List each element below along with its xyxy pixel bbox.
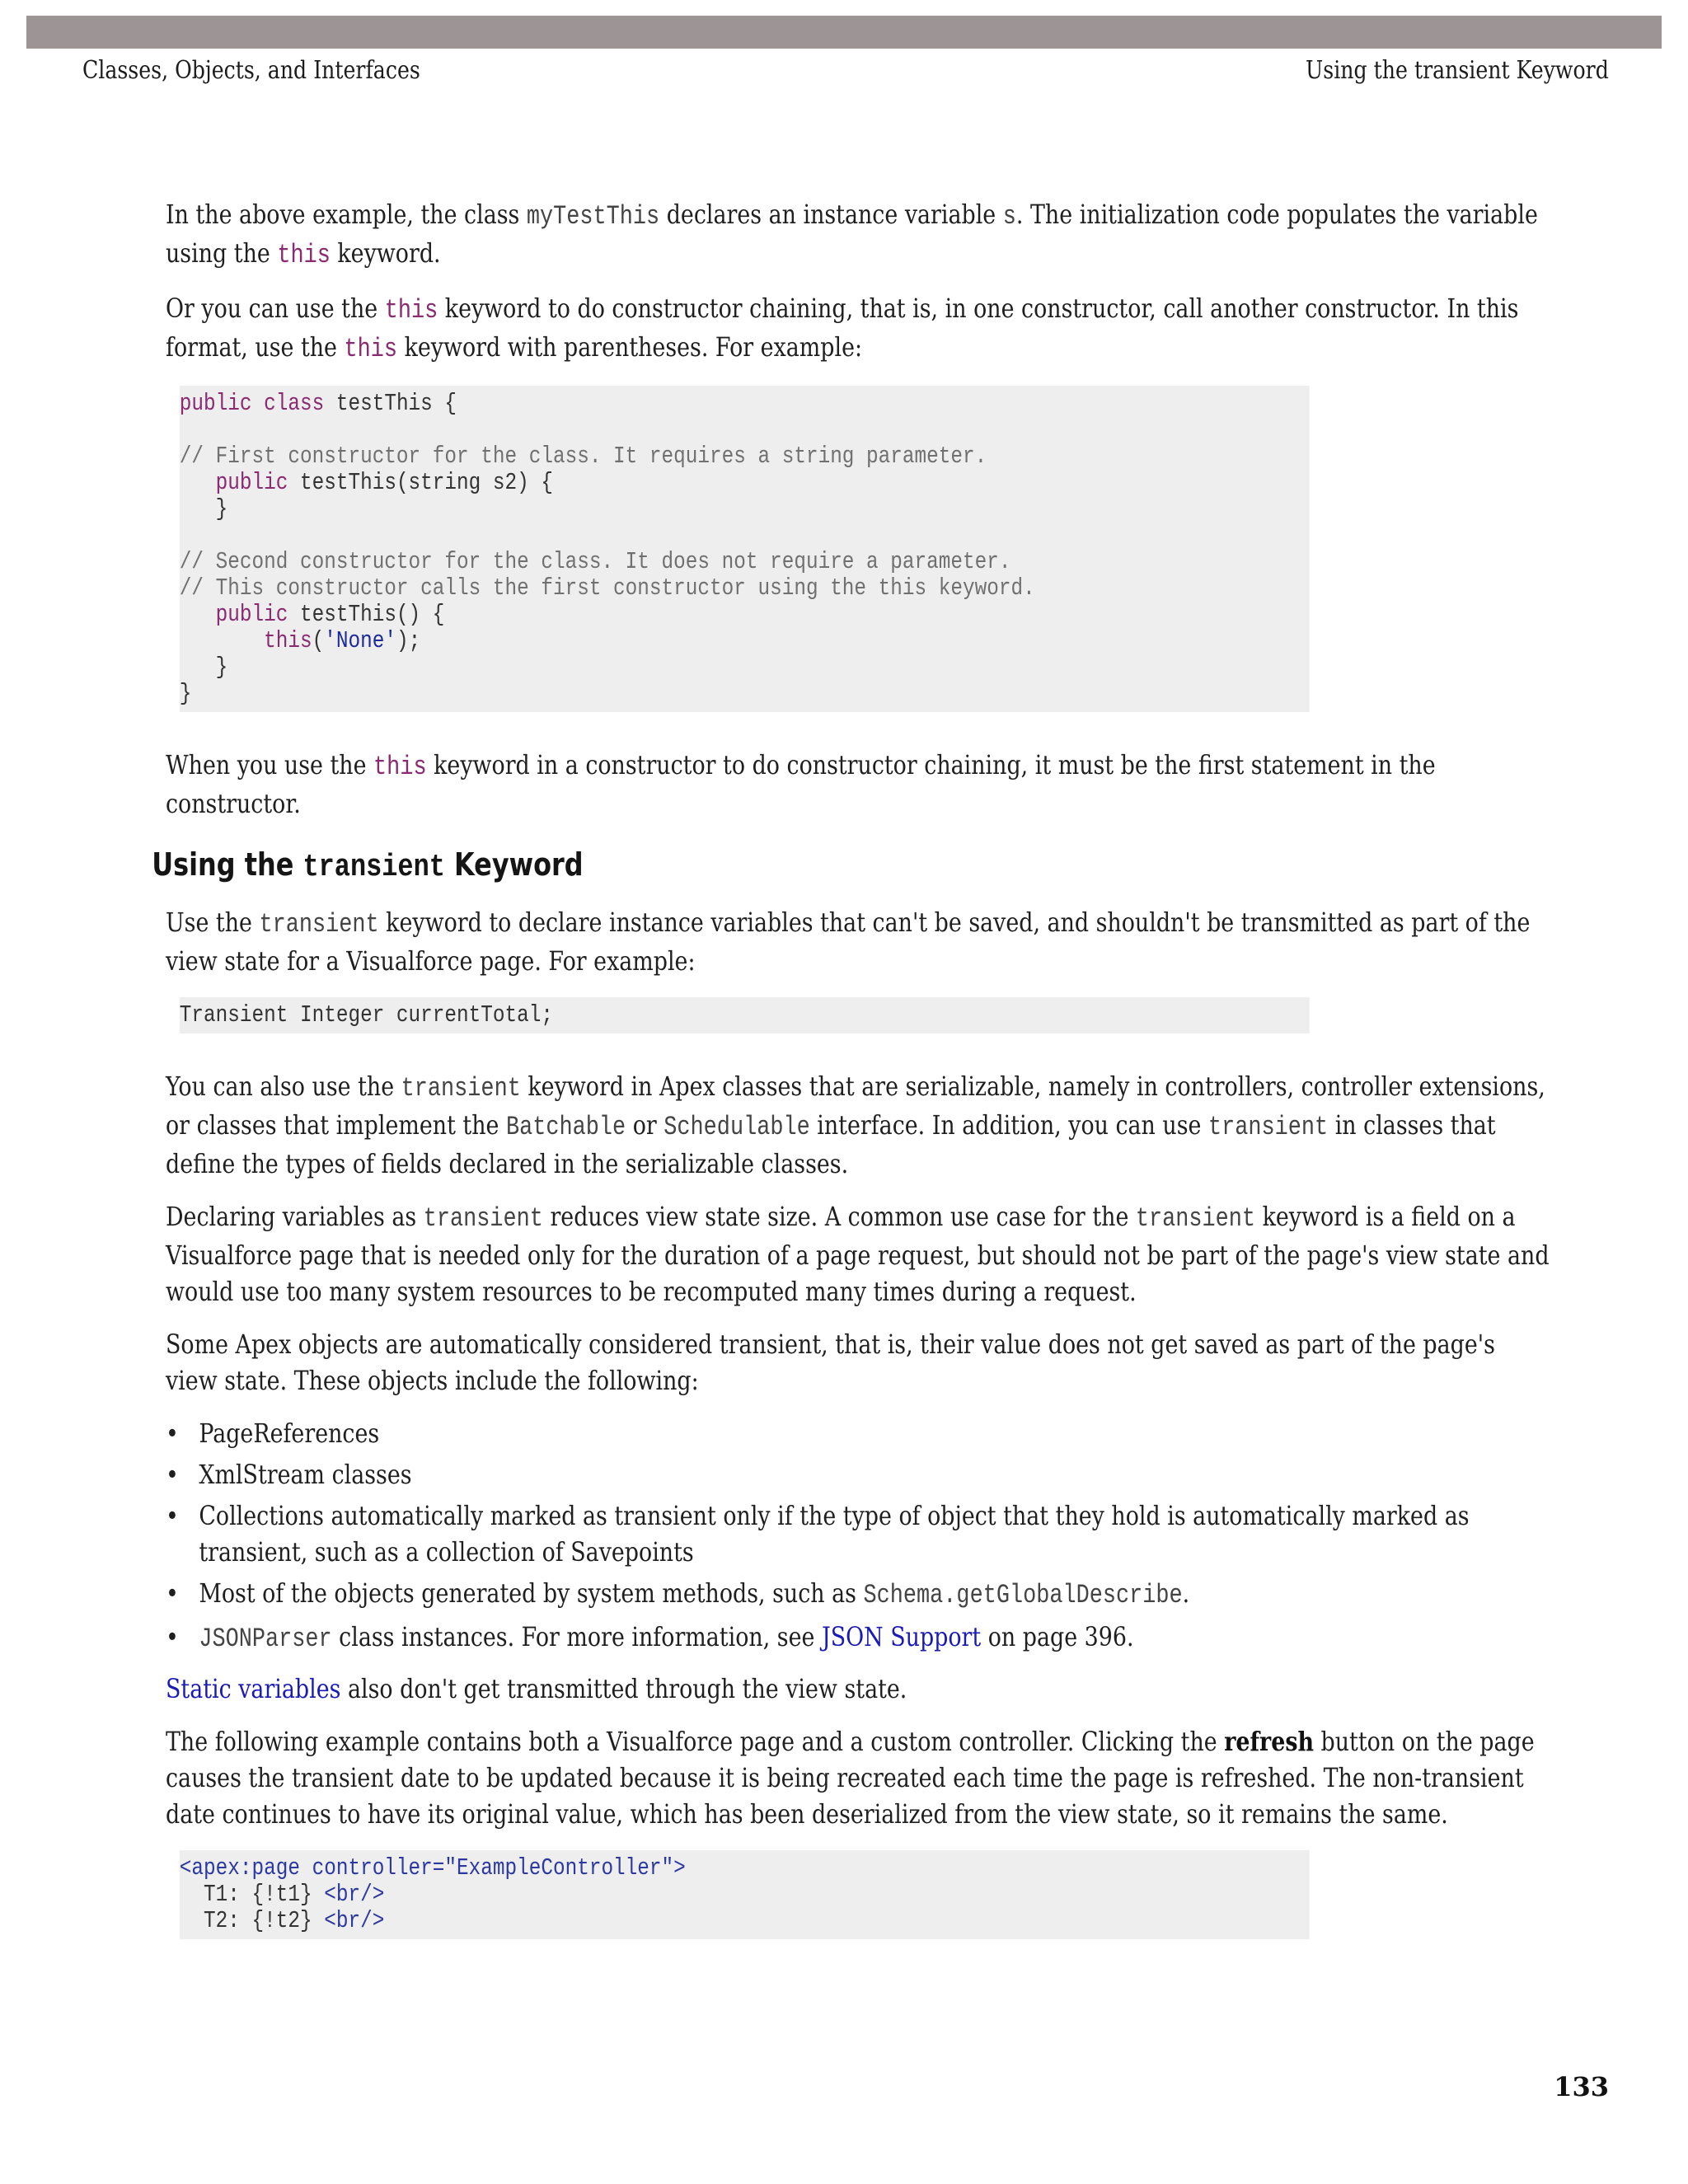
bullet-marker: •	[166, 1418, 179, 1449]
list-item: • Collections automatically marked as transient only if the type of object that they hold is automatically marked as transient, such as a collection of Savepoints	[166, 1497, 1550, 1570]
json-support-link[interactable]: JSON Support	[821, 1621, 982, 1652]
running-header-chapter: Classes, Objects, and Interfaces	[82, 56, 420, 85]
list-item: • XmlStream classes	[166, 1456, 1550, 1493]
bullet-marker: •	[166, 1459, 179, 1490]
list-item: • Most of the objects generated by system methods, such as Schema.getGlobalDescribe.	[166, 1575, 1550, 1614]
paragraph-auto-transient: Some Apex objects are automatically considered transient, that is, their value does not get saved as part of the page's view state. These objects include the following:	[166, 1329, 1495, 1396]
paragraph-example-intro: The following example contains both a Visualforce page and a custom controller. Clicking the refresh button on the page causes the transient date to be updated because it is being recreated each time the page is refreshed. The non-transient date continues to have its original value, which has been deserialized from the view state, so it remains the same.	[166, 1726, 1535, 1830]
inline-keyword: this	[277, 240, 331, 270]
running-header-section: Using the transient Keyword	[1306, 56, 1609, 85]
inline-code: Schema.getGlobalDescribe	[863, 1580, 1183, 1610]
paragraph-static-variables: Static variables also don't get transmitted through the view state.	[166, 1673, 907, 1704]
paragraph-view-state: Declaring variables as transient reduces view state size. A common use case for the transient keyword is a field on a Visualforce page that is needed only for the duration of a page request, but should not be part of the page's view state and would use too many system resources to be recomputed many times during a request.	[166, 1201, 1550, 1307]
paragraph-intro: In the above example, the class myTestThis declares an instance variable s. The initialization code populates the variable using the this keyword.	[166, 199, 1538, 270]
paragraph-chaining: Or you can use the this keyword to do constructor chaining, that is, in one constructor, call another constructor. In this format, use the this keyword with parentheses. For example:	[166, 293, 1519, 364]
code-block-visualforce: <apex:page controller="ExampleController"> T1: {!t1} <br/> T2: {!t2} <br/>	[180, 1850, 1310, 1939]
inline-code: s	[1002, 201, 1016, 232]
paragraph-serializable: You can also use the transient keyword in Apex classes that are serializable, namely in controllers, controller extensions, or classes that implement the Batchable or Schedulable interface. In addition, you can use transient in classes that define the types of fields declared in the serializable classes.	[166, 1071, 1545, 1179]
inline-keyword: this	[373, 752, 427, 782]
transient-objects-list	[166, 1415, 1550, 1657]
code-block-transient-example: Transient Integer currentTotal;	[180, 997, 1310, 1033]
code-block-testthis: public class testThis { // First constructor for the class. It requires a string parameter. public testThis(string s2) { } // Second constructor for the class. It does not require a parameter. // This constructor calls the first constructor using the this keyword. public testThis() { this('None'); } }	[180, 386, 1310, 712]
inline-code: transient	[423, 1203, 543, 1234]
inline-keyword: this	[344, 334, 398, 364]
refresh-term: refresh	[1224, 1726, 1314, 1757]
page-number: 133	[1554, 2071, 1609, 2102]
inline-code: myTestThis	[526, 201, 660, 232]
inline-code: Schedulable	[663, 1112, 810, 1142]
page-content	[152, 196, 1550, 1974]
paragraph-chaining-rule: When you use the this keyword in a constructor to do constructor chaining, it must be the first statement in the constructor.	[166, 749, 1436, 819]
inline-code: transient	[259, 909, 379, 940]
inline-code: transient	[401, 1073, 521, 1104]
static-variables-link[interactable]: Static variables	[166, 1673, 341, 1704]
header-bar	[26, 16, 1662, 49]
inline-code: JSONParser	[199, 1624, 332, 1654]
inline-code: transient	[1135, 1203, 1256, 1234]
bullet-marker: •	[166, 1577, 179, 1609]
inline-code: Batchable	[505, 1112, 626, 1142]
paragraph-transient-intro: Use the transient keyword to declare instance variables that can't be saved, and shouldn't be transmitted as part of the view state for a Visualforce page. For example:	[166, 907, 1531, 977]
section-heading: Using the transient Keyword	[152, 846, 584, 885]
inline-keyword: this	[384, 295, 438, 326]
bullet-marker: •	[166, 1621, 179, 1652]
list-item: • PageReferences	[166, 1415, 1550, 1451]
bullet-marker: •	[166, 1500, 179, 1531]
list-item: • JSONParser class instances. For more information, see JSON Support on page 396.	[166, 1619, 1550, 1657]
inline-code: transient	[1207, 1112, 1329, 1142]
